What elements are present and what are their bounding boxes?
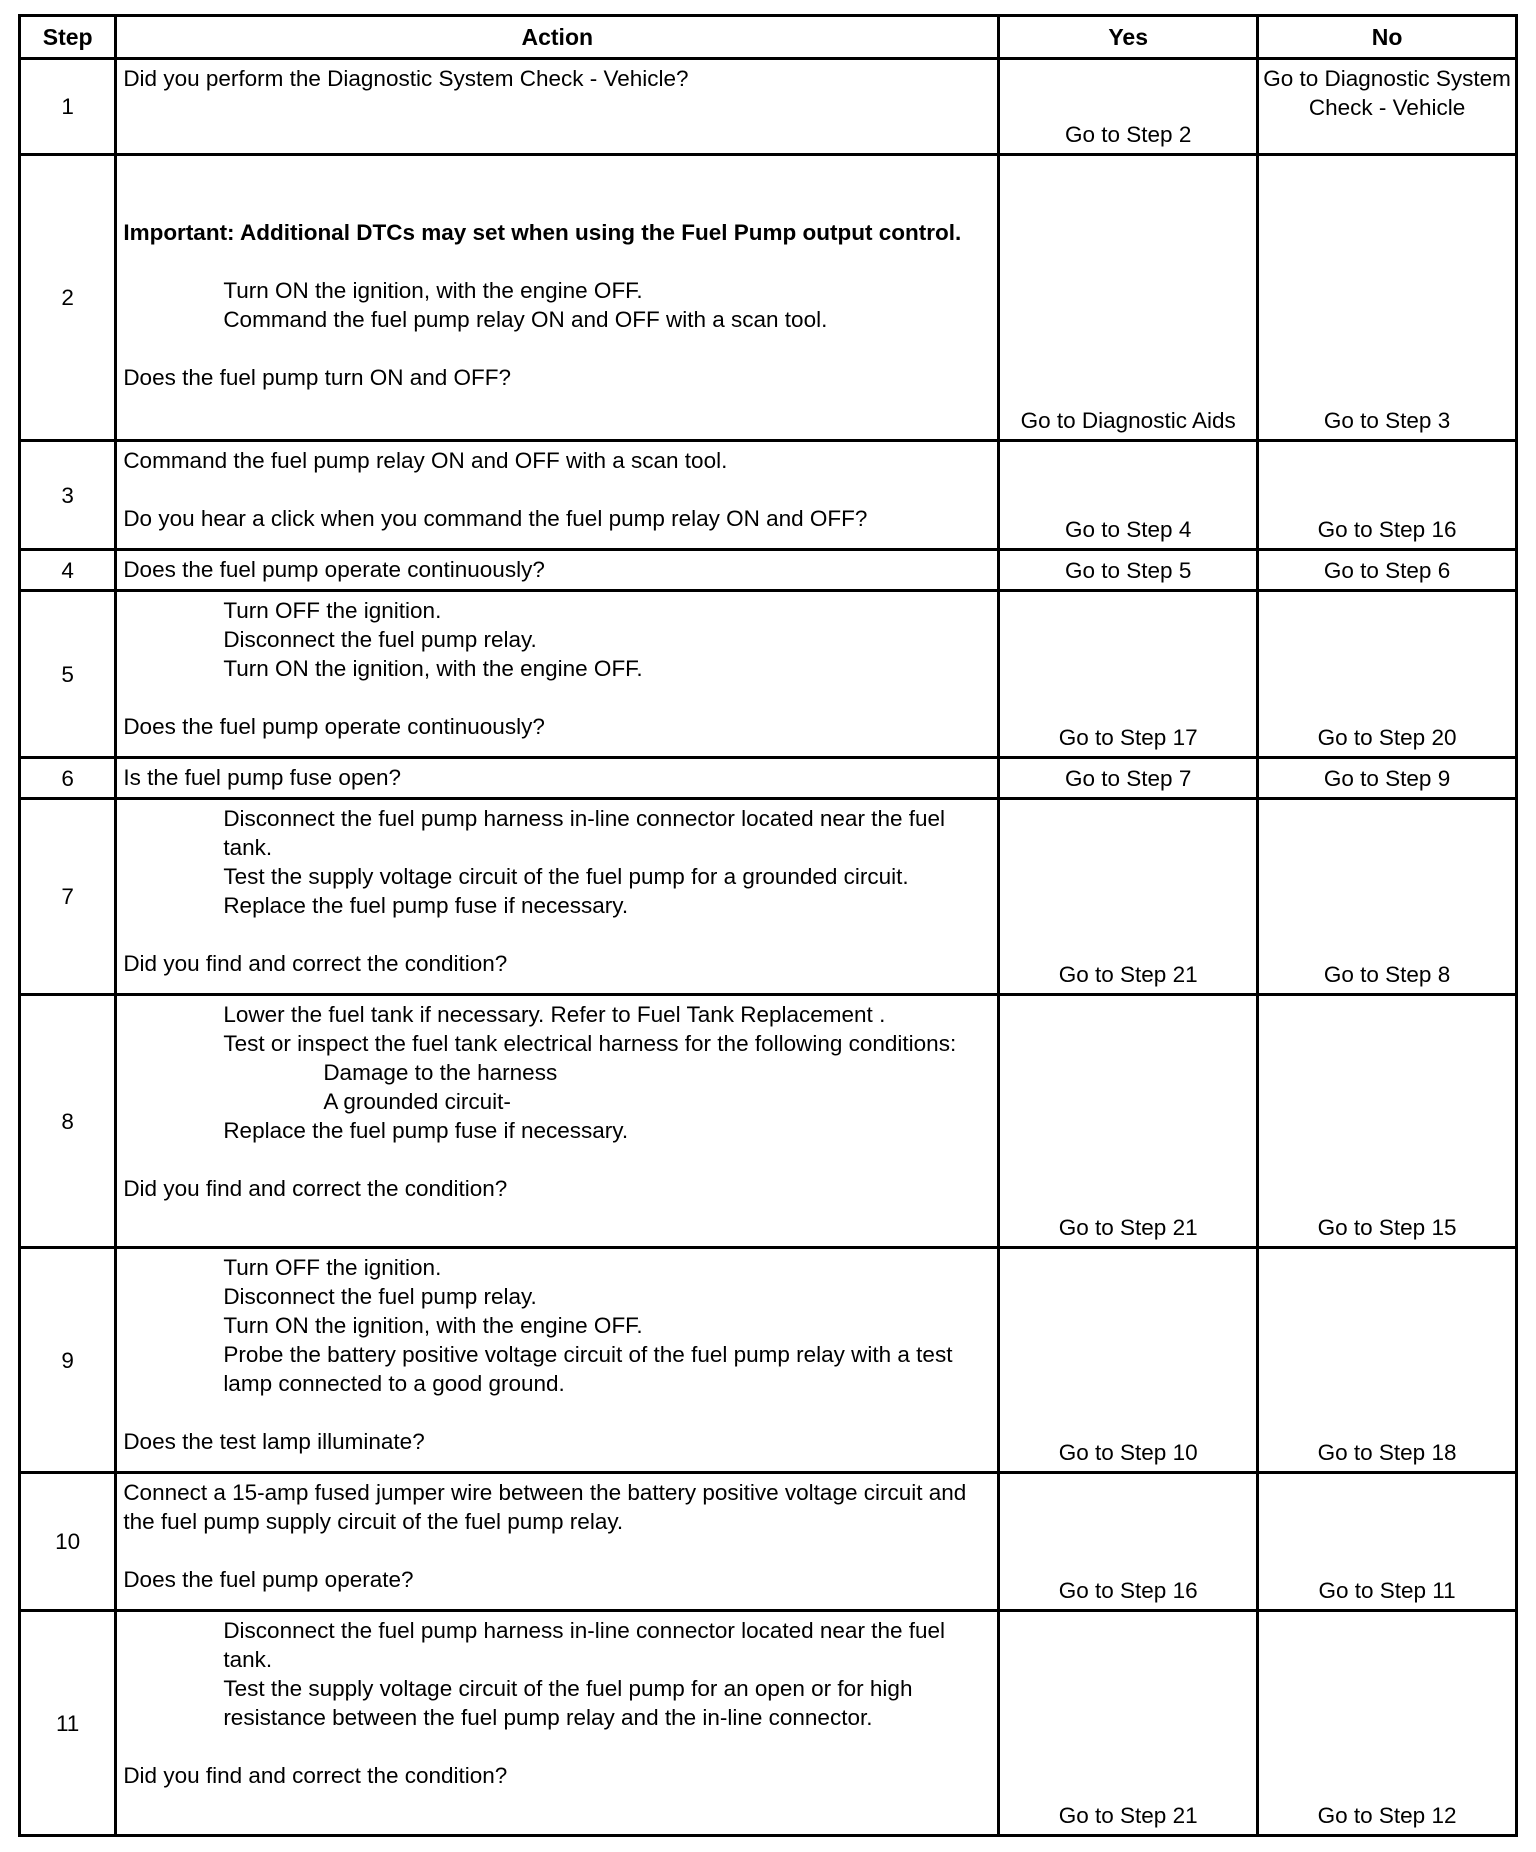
action-cell xyxy=(116,758,999,799)
no-link[interactable]: Go to Step 15 xyxy=(1258,995,1517,1248)
step-number: 8 xyxy=(20,995,116,1248)
header-action: Action xyxy=(116,16,999,59)
no-link[interactable]: Go to Step 18 xyxy=(1258,1248,1517,1473)
yes-link[interactable]: Go to Step 5 xyxy=(999,550,1258,591)
yes-link[interactable]: Go to Step 7 xyxy=(999,758,1258,799)
header-yes: Yes xyxy=(999,16,1258,59)
action-text: Command the fuel pump relay ON and OFF with a scan tool. xyxy=(123,448,728,473)
action-question: Do you hear a click when you command the fuel pump relay ON and OFF? xyxy=(123,506,868,531)
action-step: Turn ON the ignition, with the engine OFF. xyxy=(223,278,643,303)
action-step: Turn OFF the ignition. xyxy=(223,598,442,623)
action-question: Does the fuel pump operate? xyxy=(123,1567,414,1592)
no-link[interactable]: Go to Step 20 xyxy=(1258,591,1517,758)
action-question: Did you find and correct the condition? xyxy=(123,951,508,976)
action-step: Replace the fuel pump fuse if necessary. xyxy=(223,893,629,918)
action-cell xyxy=(116,799,999,995)
action-text: Did you perform the Diagnostic System Check - Vehicle? xyxy=(123,66,689,91)
important-note: Important: Additional DTCs may set when using the Fuel Pump output control. xyxy=(123,220,962,245)
action-cell xyxy=(116,1248,999,1473)
no-link[interactable]: Go to Step 11 xyxy=(1258,1473,1517,1611)
action-question: Does the fuel pump operate continuously? xyxy=(123,714,545,739)
table-row xyxy=(20,799,1517,995)
action-step: Disconnect the fuel pump relay. xyxy=(223,627,537,652)
step-number: 4 xyxy=(20,550,116,591)
action-question: Did you find and correct the condition? xyxy=(123,1176,508,1201)
step-number: 9 xyxy=(20,1248,116,1473)
action-cell xyxy=(116,59,999,155)
action-subitem: A grounded circuit- xyxy=(323,1089,511,1114)
table-row xyxy=(20,550,1517,591)
action-step: Turn OFF the ignition. xyxy=(223,1255,442,1280)
no-link[interactable]: Go to Step 12 xyxy=(1258,1611,1517,1836)
yes-link[interactable]: Go to Step 21 xyxy=(999,995,1258,1248)
yes-link[interactable]: Go to Diagnostic Aids xyxy=(999,155,1258,441)
yes-link[interactable]: Go to Step 10 xyxy=(999,1248,1258,1473)
action-question: Does the test lamp illuminate? xyxy=(123,1429,425,1454)
no-link[interactable]: Go to Diagnostic System Check - Vehicle xyxy=(1258,59,1517,155)
action-cell xyxy=(116,1473,999,1611)
no-link[interactable]: Go to Step 3 xyxy=(1258,155,1517,441)
action-question: Is the fuel pump fuse open? xyxy=(123,765,402,790)
step-number: 5 xyxy=(20,591,116,758)
header-no: No xyxy=(1258,16,1517,59)
action-cell xyxy=(116,441,999,550)
table-row xyxy=(20,1473,1517,1611)
action-text: Connect a 15-amp fused jumper wire between the battery positive voltage circuit and the fuel pump supply circuit of the fuel pump relay. xyxy=(123,1480,967,1534)
step-number: 10 xyxy=(20,1473,116,1611)
yes-link[interactable]: Go to Step 17 xyxy=(999,591,1258,758)
action-step: Command the fuel pump relay ON and OFF with a scan tool. xyxy=(223,307,828,332)
action-step: Disconnect the fuel pump harness in-line connector located near the fuel tank. xyxy=(223,1618,945,1672)
header-row xyxy=(20,16,1517,59)
action-question: Did you find and correct the condition? xyxy=(123,1763,508,1788)
table-row xyxy=(20,59,1517,155)
step-number: 1 xyxy=(20,59,116,155)
action-cell xyxy=(116,1611,999,1836)
yes-link[interactable]: Go to Step 21 xyxy=(999,799,1258,995)
no-link[interactable]: Go to Step 6 xyxy=(1258,550,1517,591)
step-number: 11 xyxy=(20,1611,116,1836)
action-step: Test or inspect the fuel tank electrical harness for the following conditions: xyxy=(223,1031,957,1056)
action-question: Does the fuel pump operate continuously? xyxy=(123,557,545,582)
action-step: Disconnect the fuel pump harness in-line connector located near the fuel tank. xyxy=(223,806,945,860)
action-cell xyxy=(116,155,999,441)
action-cell xyxy=(116,591,999,758)
action-step: Probe the battery positive voltage circuit of the fuel pump relay with a test lamp connected to a good ground. xyxy=(223,1342,953,1396)
action-step: Turn ON the ignition, with the engine OFF. xyxy=(223,656,643,681)
action-question: Does the fuel pump turn ON and OFF? xyxy=(123,365,511,390)
action-step: Test the supply voltage circuit of the fuel pump for a grounded circuit. xyxy=(223,864,909,889)
step-number: 7 xyxy=(20,799,116,995)
step-number: 3 xyxy=(20,441,116,550)
action-step: Disconnect the fuel pump relay. xyxy=(223,1284,537,1309)
no-link[interactable]: Go to Step 9 xyxy=(1258,758,1517,799)
action-step: Turn ON the ignition, with the engine OFF. xyxy=(223,1313,643,1338)
table-row xyxy=(20,1248,1517,1473)
action-step: Lower the fuel tank if necessary. Refer to Fuel Tank Replacement . xyxy=(223,1002,886,1027)
action-cell xyxy=(116,995,999,1248)
table-row xyxy=(20,1611,1517,1836)
table-row xyxy=(20,758,1517,799)
yes-link[interactable]: Go to Step 2 xyxy=(999,59,1258,155)
step-number: 2 xyxy=(20,155,116,441)
no-link[interactable]: Go to Step 8 xyxy=(1258,799,1517,995)
table-row xyxy=(20,155,1517,441)
header-step: Step xyxy=(20,16,116,59)
yes-link[interactable]: Go to Step 16 xyxy=(999,1473,1258,1611)
action-step: Test the supply voltage circuit of the fuel pump for an open or for high resistance between the fuel pump relay and the in-line connector. xyxy=(223,1676,913,1730)
action-subitem: Damage to the harness xyxy=(323,1060,558,1085)
table-row xyxy=(20,591,1517,758)
yes-link[interactable]: Go to Step 4 xyxy=(999,441,1258,550)
diagnostic-table xyxy=(18,14,1518,1837)
table-row xyxy=(20,441,1517,550)
table-row xyxy=(20,995,1517,1248)
yes-link[interactable]: Go to Step 21 xyxy=(999,1611,1258,1836)
step-number: 6 xyxy=(20,758,116,799)
action-step: Replace the fuel pump fuse if necessary. xyxy=(223,1118,629,1143)
action-cell xyxy=(116,550,999,591)
no-link[interactable]: Go to Step 16 xyxy=(1258,441,1517,550)
